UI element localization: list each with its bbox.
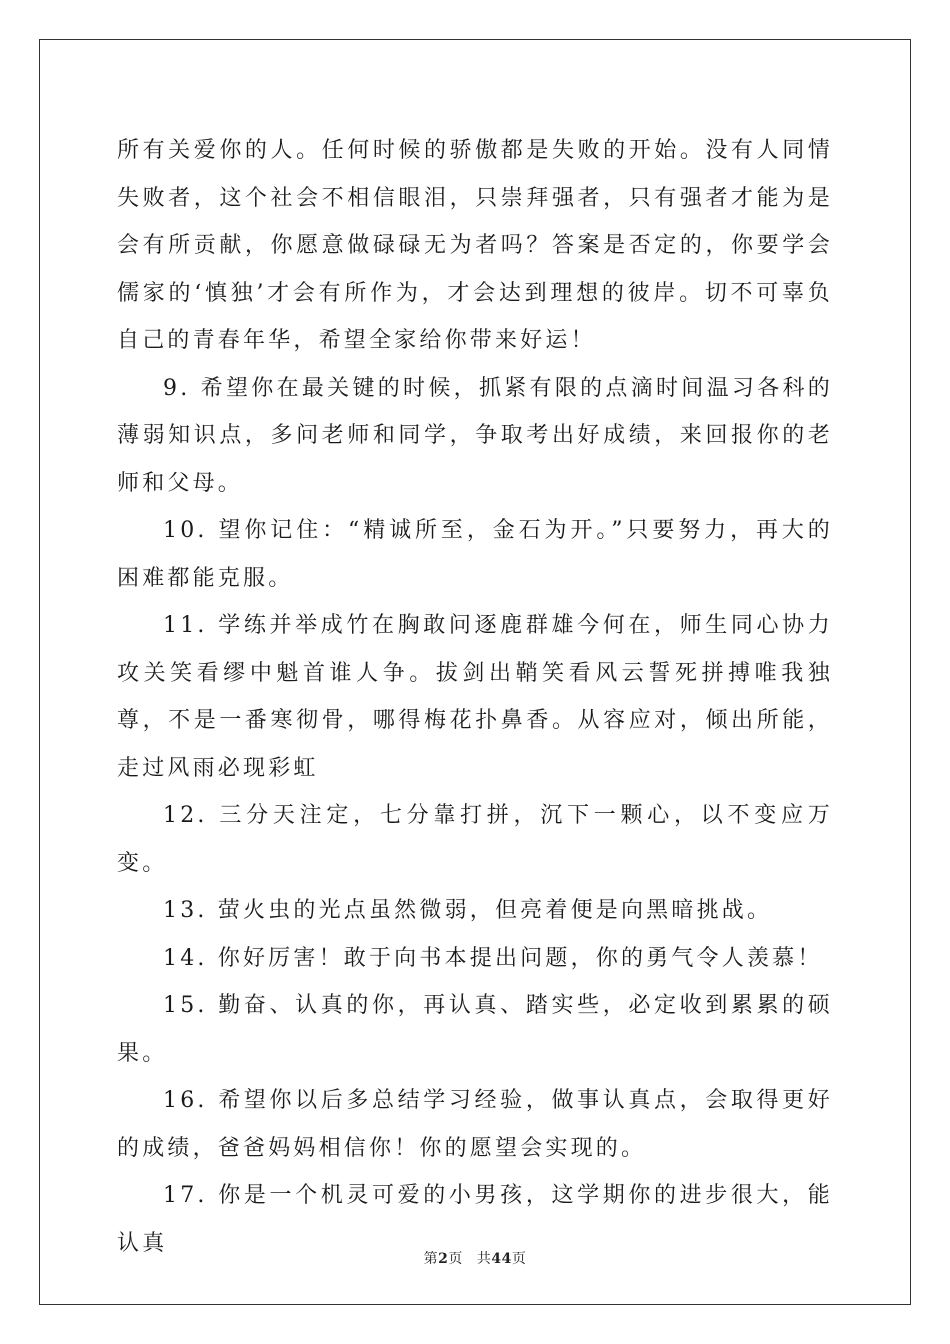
list-item-16: 16. 希望你以后多总结学习经验，做事认真点，会取得更好的成绩，爸爸妈妈相信你！你的愿望会实现的。 [117, 1088, 833, 1161]
page-prefix: 第 [423, 1251, 439, 1267]
total-pages: 44 [491, 1251, 512, 1267]
list-item-17: 17. 你是一个机灵可爱的小男孩，这学期你的进步很大，能认真 [117, 1183, 833, 1256]
list-item-13: 13. 萤火虫的光点虽然微弱，但亮着便是向黑暗挑战。 [163, 898, 773, 923]
total-suffix: 页 [511, 1251, 527, 1267]
list-item-11: 11. 学练并举成竹在胸敢问逐鹿群雄今何在，师生同心协力攻关笑看缪中魁首谁人争。拔剑出鞘笑看风云誓死拼搏唯我独尊，不是一番寒彻骨，哪得梅花扑鼻香。从容应对，倾出所能，走过风雨必现彩虹 [117, 613, 833, 781]
page-suffix: 页 [448, 1251, 463, 1267]
page-footer [0, 1248, 950, 1268]
total-prefix: 共 [476, 1251, 492, 1267]
list-item-9: 9. 希望你在最关键的时候，抓紧有限的点滴时间温习各科的薄弱知识点，多问老师和同学，争取考出好成绩，来回报你的老师和父母。 [117, 375, 833, 496]
paragraph-continuation: 所有关爱你的人。任何时候的骄傲都是失败的开始。没有人同情失败者，这个社会不相信眼泪，只崇拜强者，只有强者才能为是会有所贡献，你愿意做碌碌无为者吗？答案是否定的，你要学会儒家的‘慎独’才会有所作为，才会达到理想的彼岸。切不可辜负自己的青春年华，希望全家给你带来好运！ [117, 138, 833, 353]
list-item-14: 14. 你好厉害！敢于向书本提出问题，你的勇气令人羡慕！ [163, 945, 823, 971]
list-item-10: 10. 望你记住：“精诚所至，金石为开。”只要努力，再大的困难都能克服。 [117, 518, 833, 591]
list-item-12: 12. 三分天注定，七分靠打拼，沉下一颗心，以不变应万变。 [117, 803, 833, 876]
page-number: 2 [438, 1251, 449, 1267]
list-item-15: 15. 勤奋、认真的你，再认真、踏实些，必定收到累累的硕果。 [117, 993, 833, 1066]
document-body [117, 127, 833, 1267]
